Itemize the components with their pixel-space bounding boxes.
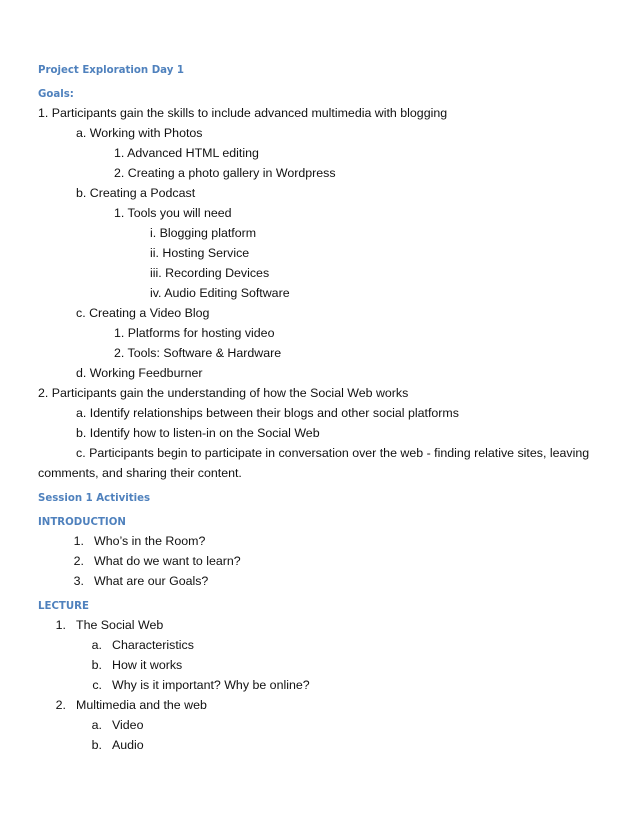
lecture-item-2-text: Multimedia and the web: [76, 698, 207, 712]
lecture-item-1c-number: c.: [92, 678, 102, 692]
intro-item-3-text: What are our Goals?: [94, 574, 209, 588]
session-heading: Session 1 Activities: [38, 493, 151, 504]
goal-item-1b1iv: iv. Audio Editing Software: [150, 286, 290, 300]
lecture-item-1c-text: Why is it important? Why be online?: [112, 678, 310, 692]
intro-item-1-number: 1.: [73, 534, 84, 548]
goal-item-1b1ii: ii. Hosting Service: [150, 246, 250, 260]
goal-item-1b1iii: iii. Recording Devices: [150, 266, 270, 280]
goal-item-1c2: 2. Tools: Software & Hardware: [114, 346, 282, 360]
goal-item-1d: d. Working Feedburner: [76, 366, 203, 380]
goal-item-1a1: 1. Advanced HTML editing: [114, 146, 259, 160]
lecture-item-1-number: 1.: [55, 618, 66, 632]
lecture-item-1a-text: Characteristics: [112, 638, 194, 652]
intro-item-2-number: 2.: [73, 554, 84, 568]
goal-item-1b: b. Creating a Podcast: [76, 186, 196, 200]
goal-item-2: 2. Participants gain the understanding of how the Social Web works: [38, 386, 409, 400]
lecture-item-2b-text: Audio: [112, 738, 144, 752]
goal-item-1b1i: i. Blogging platform: [150, 226, 257, 240]
lecture-item-2a-number: a.: [91, 718, 102, 732]
lecture-item-2a-text: Video: [112, 718, 144, 732]
lecture-item-2-number: 2.: [55, 698, 66, 712]
intro-item-1-text: Who’s in the Room?: [94, 534, 206, 548]
introduction-heading: INTRODUCTION: [38, 517, 126, 528]
lecture-item-1-text: The Social Web: [76, 618, 164, 632]
goal-item-1a: a. Working with Photos: [76, 126, 203, 140]
goal-item-2b: b. Identify how to listen-in on the Social Web: [76, 426, 320, 440]
goals-heading: Goals:: [38, 89, 74, 100]
intro-item-2-text: What do we want to learn?: [94, 554, 241, 568]
goal-item-2a: a. Identify relationships between their blogs and other social platforms: [76, 406, 459, 420]
document-title: Project Exploration Day 1: [38, 65, 185, 76]
lecture-item-1b-text: How it works: [112, 658, 183, 672]
goal-item-1a2: 2. Creating a photo gallery in Wordpress: [114, 166, 336, 180]
goal-item-1c1: 1. Platforms for hosting video: [114, 326, 275, 340]
goal-item-1: 1. Participants gain the skills to include advanced multimedia with blogging: [38, 106, 448, 120]
lecture-heading: LECTURE: [38, 601, 89, 612]
goal-item-2c-line1: c. Participants begin to participate in conversation over the web - finding relative sites, leaving: [76, 446, 590, 460]
lecture-item-2b-number: b.: [91, 738, 102, 752]
goal-item-1b1: 1. Tools you will need: [114, 206, 232, 220]
goal-item-2c-line2: comments, and sharing their content.: [38, 466, 242, 480]
goal-item-1c: c. Creating a Video Blog: [76, 306, 210, 320]
intro-item-3-number: 3.: [73, 574, 84, 588]
lecture-item-1a-number: a.: [91, 638, 102, 652]
lecture-item-1b-number: b.: [91, 658, 102, 672]
